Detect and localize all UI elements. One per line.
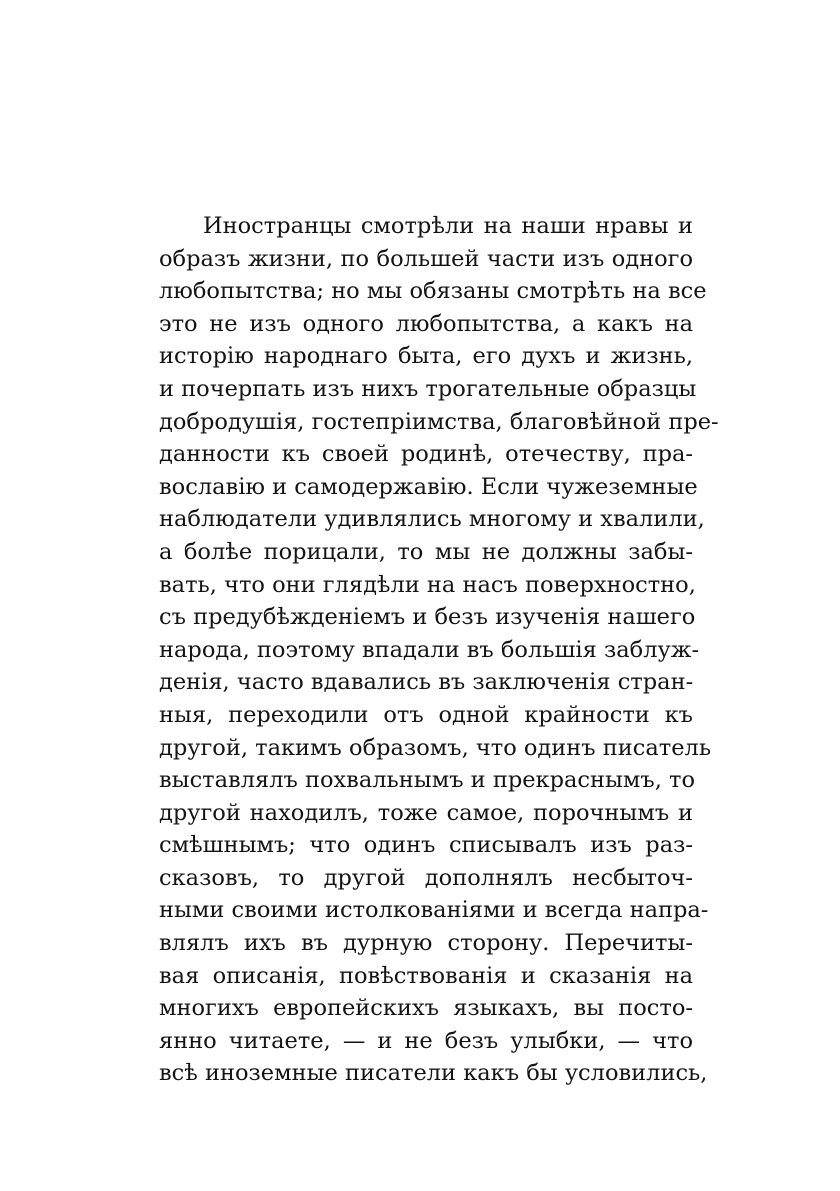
text-line: ныя, переходили отъ одной крайности къ xyxy=(159,701,693,728)
text-line: другой находилъ, тоже самое, порочнымъ и xyxy=(159,799,693,826)
text-line: смѣшнымъ; что одинъ списывалъ изъ раз- xyxy=(159,832,693,859)
text-line: янно читаете, — и не безъ улыбки, — что xyxy=(159,1027,693,1054)
text-line: вать, что они глядѣли на насъ поверхностно, xyxy=(159,571,696,598)
text-line: любопытства; но мы обязаны смотрѣть на все xyxy=(159,278,707,305)
text-line: это не изъ одного любопытства, а какъ на xyxy=(159,310,693,337)
text-line: ными своими истолкованіями и всегда напра- xyxy=(159,897,709,924)
text-line: всѣ иноземные писатели какъ бы условились, xyxy=(159,1060,708,1087)
text-line: наблюдатели удивлялись многому и хвалили, xyxy=(159,506,705,533)
text-line: вая описанія, повѣствованія и сказанія на xyxy=(159,962,693,989)
text-line: исторію народнаго быта, его духъ и жизнь, xyxy=(159,343,693,370)
text-line: а болѣе порицали, то мы не должны забы- xyxy=(159,538,693,565)
text-line: народа, поэтому впадали въ большія заблуж- xyxy=(159,636,700,663)
text-line: образъ жизни, по большей части изъ одного xyxy=(159,245,693,272)
text-line: данности къ своей родинѣ, отечеству, пра- xyxy=(159,441,693,468)
text-line: добродушія, гостепріимства, благовѣйной пре- xyxy=(159,408,719,435)
text-line: Иностранцы смотрѣли на наши нравы и xyxy=(203,213,693,239)
body-paragraph xyxy=(159,210,719,1090)
text-line: съ предубѣжденіемъ и безъ изученія нашего xyxy=(159,604,696,631)
text-line: и почерпать изъ нихъ трогательные образцы xyxy=(159,375,697,402)
text-line: многихъ европейскихъ языкахъ, вы посто- xyxy=(159,995,693,1022)
text-line: вославію и самодержавію. Если чужеземные xyxy=(159,473,698,500)
text-line: влялъ ихъ въ дурную сторону. Перечиты- xyxy=(159,930,693,957)
text-line: выставлялъ похвальнымъ и прекраснымъ, то xyxy=(159,767,696,794)
text-line: другой, такимъ образомъ, что одинъ писатель xyxy=(159,734,712,761)
text-line: сказовъ, то другой дополнялъ несбыточ- xyxy=(159,864,693,891)
text-line: денія, часто вдавались въ заключенія стран- xyxy=(159,669,694,696)
